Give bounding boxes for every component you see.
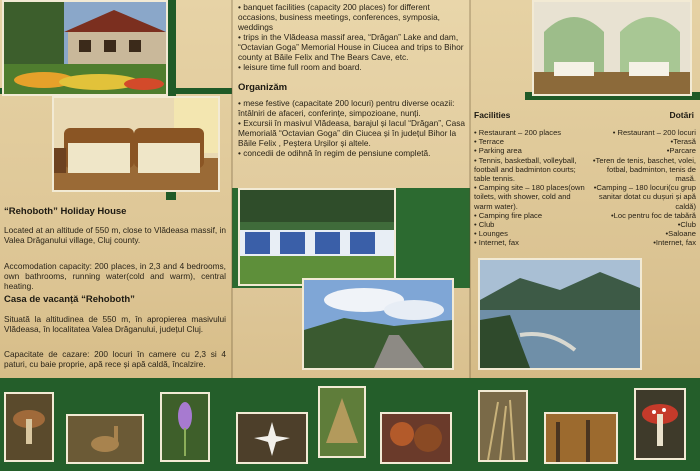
list-item: • trips in the Vlădeasa massif area, “Drăgan” Lake and dam, “Octavian Goga” Memorial House in Ciucea and trips to Bihor county at Băile Felix and The Bears Cave, etc. [238, 32, 464, 62]
footer-photo-strip [0, 378, 700, 471]
facilities-heading-ro: Dotări [669, 110, 694, 120]
list-item: •Terasă [670, 137, 696, 147]
photo-deer [66, 414, 144, 464]
list-item: • Restaurant – 200 places [474, 128, 562, 137]
house-title-ro: Casa de vacanță “Rehoboth” [4, 294, 135, 305]
house-capacity-en: Accomodation capacity: 200 places, in 2,3 and 4 bedrooms, own bathrooms, running water(cold and warm), central heating. [4, 261, 226, 291]
list-item: •Saloane [665, 229, 696, 239]
photo-forest-autumn [380, 412, 452, 464]
list-item: •Club [677, 220, 696, 230]
photo-mountain-road [302, 278, 454, 370]
list-item: • banquet facilities (capacity 200 places) for different occasions, business meetings, conferences, symposia, weddings [238, 2, 440, 32]
list-item: • Internet, fax [474, 238, 519, 248]
photo-mushroom-log [4, 392, 54, 462]
list-item: • Camping fire place [474, 210, 543, 220]
photo-crocus [160, 392, 210, 462]
photo-fly-agaric [634, 388, 686, 460]
list-item: •Camping – 180 locuri(cu grup sanitar dotat cu dușuri și apă caldă) [593, 183, 696, 211]
list-item: • mese festive (capacitate 200 locuri) pentru diverse ocazii: întâlniri de afaceri, conferințe, simpozioane, nunți. [238, 98, 455, 118]
list-item: • Lounges [474, 229, 508, 239]
list-item: • Tennis, basketball, volleyball, football and badminton courts; table tennis. [474, 155, 577, 184]
list-item: • Restaurant – 200 locuri [612, 128, 696, 137]
activities-list-en [238, 2, 466, 72]
list-item: •Loc pentru foc de tabără [611, 210, 696, 220]
house-location-en: Located at an altitude of 550 m, close to Vlădeasa massif, in Valea Drăganului village, Cluj county. [4, 225, 226, 245]
photo-lake-dam [478, 258, 642, 370]
activities-list-ro [238, 98, 466, 158]
photo-edelweiss [236, 412, 308, 464]
list-item: • Camping site – 180 places(own toilets, with shower, cold and warm water). [474, 183, 585, 211]
facilities-list-en [474, 128, 586, 248]
photo-restaurant-interior [532, 0, 692, 96]
photo-haystack [318, 386, 366, 458]
photo-dry-grass [478, 390, 528, 462]
list-item: • leisure time full room and board. [238, 62, 362, 72]
organize-heading-ro: Organizăm [238, 82, 288, 93]
list-item: • concedii de odihnă în regim de pensiune completă. [238, 148, 431, 158]
photo-autumn-trees [544, 412, 618, 464]
list-item: •Parcare [666, 146, 696, 156]
photo-camping-tents [238, 188, 396, 286]
list-item: • Terrace [474, 137, 504, 147]
house-capacity-ro: Capacitate de cazare: 200 locuri în camere cu 2,3 si 4 paturi, cu baie proprie, apă rece și apă caldă, încalzire. [4, 349, 226, 369]
house-location-ro: Situată la altitudinea de 550 m, în apropierea masivului Vlădeasa, în localitatea Valea Drăganului, județul Cluj. [4, 314, 226, 334]
list-item: • Parking area [474, 146, 522, 156]
photo-bedroom [52, 96, 220, 192]
list-item: •Internet, fax [653, 238, 696, 248]
facilities-list-ro [592, 128, 696, 248]
house-title-en: “Rehoboth” Holiday House [4, 206, 127, 217]
photo-house-garden [2, 0, 168, 96]
list-item: •Teren de tenis, baschet, volei, fotbal, badminton, tenis de masă. [592, 155, 696, 184]
list-item: • Excursii în masivul Vlădeasa, barajul și lacul “Drăgan”, Casa Memorială “Octavian Goga” din Ciucea și în județul Bihor la Băile Felix , Peștera Urșilor și altele. [238, 118, 466, 148]
list-item: • Club [474, 220, 495, 230]
facilities-heading-en: Facilities [474, 110, 511, 120]
